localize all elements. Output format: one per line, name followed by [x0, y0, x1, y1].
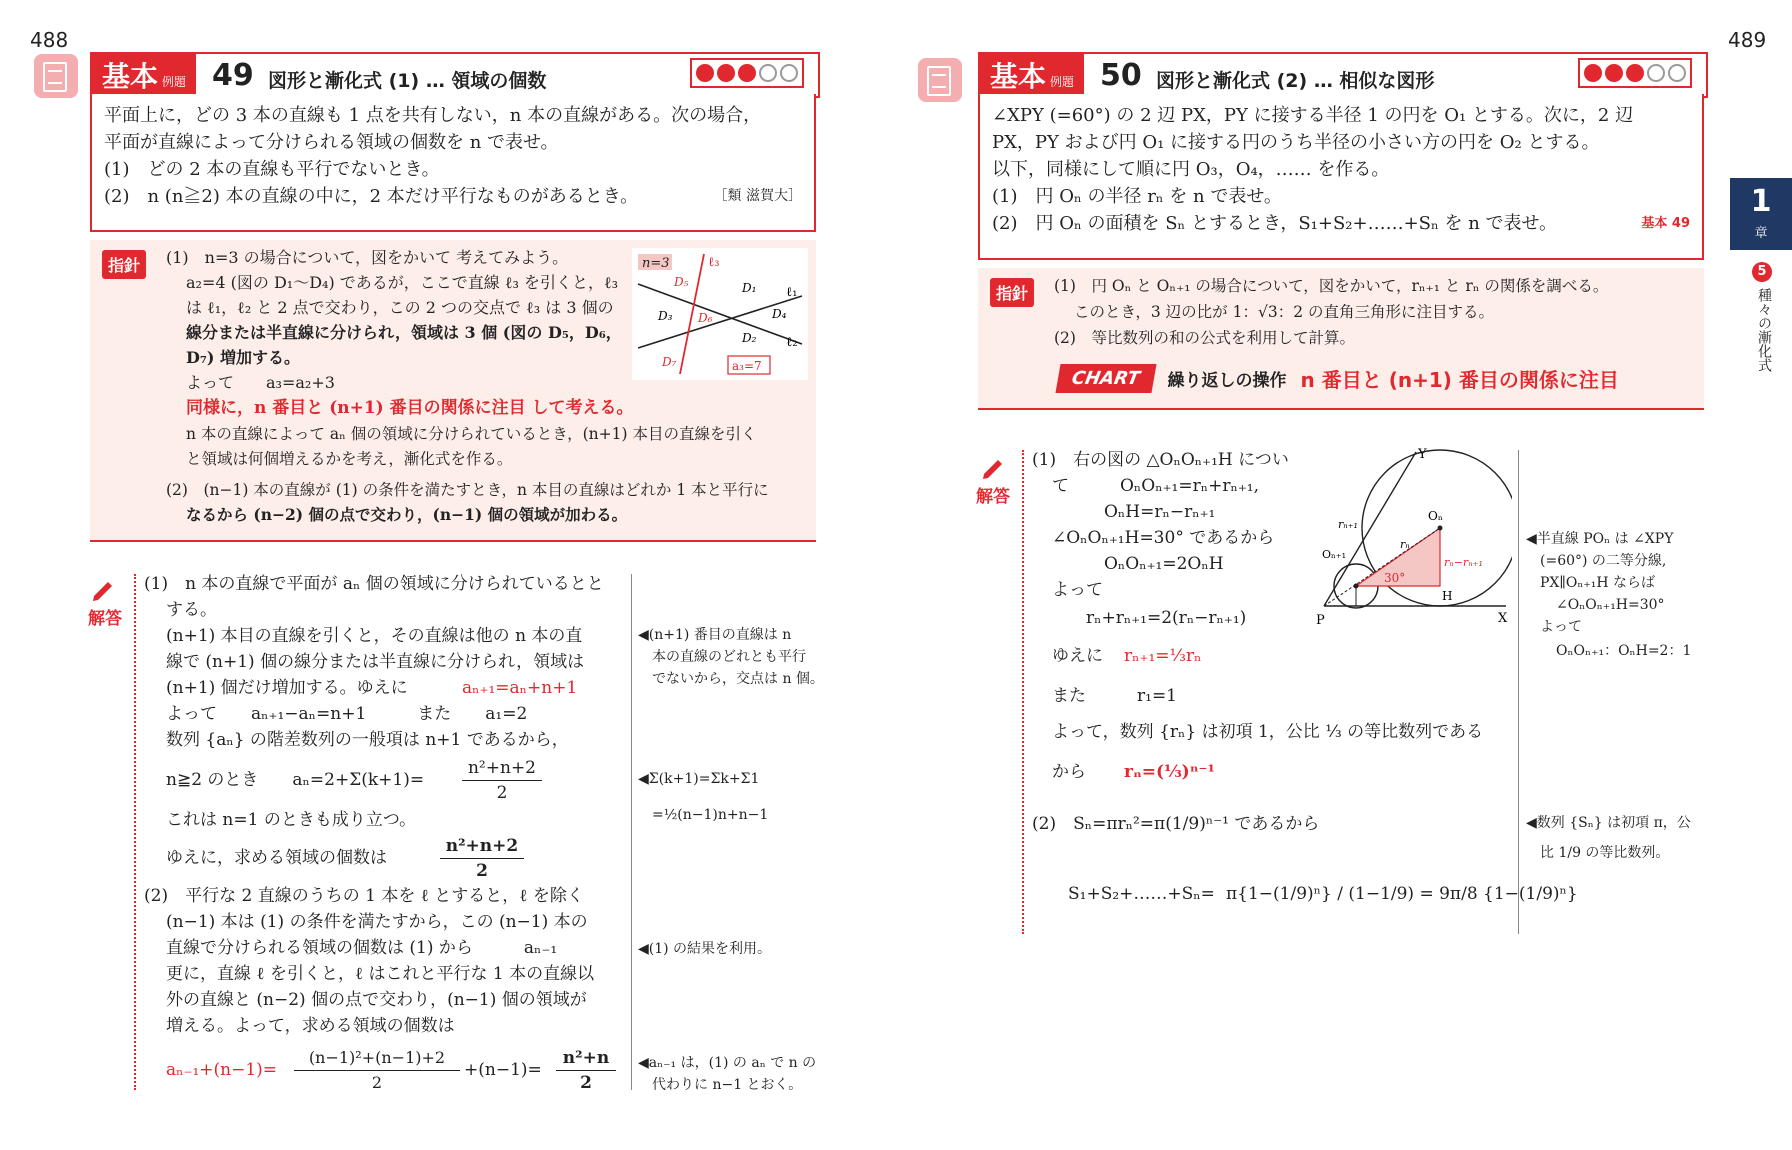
difficulty-dot [1647, 64, 1665, 82]
circles-figure [1316, 448, 1512, 624]
hint-box [978, 268, 1704, 410]
figure-result: a₃=7 [732, 359, 762, 373]
answer-line: 更に，直線 ℓ を引くと，ℓ はこれと平行な 1 本の直線以 [166, 964, 595, 984]
difficulty-dot [759, 64, 777, 82]
page-number-right: 489 [1728, 28, 1767, 52]
example-title: 図形と漸化式 (1) … 領域の個数 [268, 70, 547, 92]
chapter-number: 1 [1750, 184, 1772, 219]
side-note: =½(n−1)n+n−1 [652, 807, 769, 823]
tag-small-text: 例題 [162, 75, 187, 89]
region-D4: D₄ [772, 307, 787, 321]
answer-eq2-fraction [294, 1046, 460, 1095]
chart-text: 繰り返しの操作 [1167, 371, 1287, 391]
hint-line: 線分または半直線に分けられ，領域は 3 個 (図の D₅，D₆， [186, 323, 622, 342]
hint-label: 指針 [990, 278, 1034, 307]
fraction-num: n²+n [556, 1046, 616, 1071]
hint-line: (2) (n−1) 本の直線が (1) の条件を満たすとき，n 本目の直線はどれか 1 本と平行に [166, 481, 769, 499]
problem-line [992, 210, 1690, 237]
chart-badge: CHART [1055, 364, 1156, 393]
example-tag [980, 54, 1084, 96]
answer-line: (n+1) 本目の直線を引くと，その直線は他の n 本の直 [166, 626, 583, 646]
answer-final-fraction [440, 834, 524, 883]
chapter-tab [1730, 178, 1792, 250]
hint-line: このとき，3 辺の比が 1：√3：2 の直角三角形に注目する。 [1074, 303, 1494, 321]
fraction-num: n²+n+2 [440, 834, 524, 859]
answer-line: て OₙOₙ₊₁=rₙ+rₙ₊₁, [1052, 476, 1260, 496]
label-On: Oₙ [1428, 509, 1444, 523]
problem-line: (1) どの 2 本の直線も平行でないとき。 [104, 159, 440, 180]
label-angle: 30° [1384, 571, 1406, 585]
side-note: ◀(n+1) 番目の直線は n [638, 627, 792, 643]
side-note: ◀Σ(k+1)=Σk+Σ1 [638, 771, 760, 787]
example-title: 図形と漸化式 (2) … 相似な図形 [1156, 70, 1435, 92]
answer-line: ∠OₙOₙ₊₁H=30° であるから [1052, 528, 1275, 548]
side-note: 代わりに n−1 とおく。 [652, 1077, 803, 1093]
hint-line: と領域は何個増えるかを考え，漸化式を作る。 [186, 450, 513, 468]
answer-line: よって aₙ₊₁−aₙ=n+1 また a₁=2 [166, 704, 528, 724]
label-On1: Oₙ₊₁ [1322, 548, 1346, 561]
note-icon [34, 54, 78, 98]
example-header-50 [978, 52, 1708, 98]
problem-text: (2) 円 Oₙ の面積を Sₙ とするとき，S₁+S₂+……+Sₙ を n で表せ。 [992, 213, 1557, 234]
side-note: 比 1/9 の等比数列。 [1540, 845, 1670, 861]
answer-line: OₙOₙ₊₁=2OₙH [1104, 554, 1224, 574]
answer-eq-sum: π{1−(1/9)ⁿ} / (1−1/9) = 9π/8 {1−(1/9)ⁿ} [1226, 884, 1578, 904]
side-note: ∠OₙOₙ₊₁H=30° [1556, 597, 1665, 613]
answer-label: 解答 [976, 487, 1010, 507]
side-divider [1518, 450, 1519, 934]
answer-line: (1) 右の図の △OₙOₙ₊₁H につい [1032, 450, 1289, 470]
answer-line: 数列 {aₙ} の階差数列の一般項は n+1 であるから， [166, 730, 569, 750]
tag-text: 基本 [102, 60, 159, 93]
example-header-49 [90, 52, 820, 98]
hint-line: なるから (n−2) 個の点で交わり，(n−1) 個の領域が加わる。 [186, 505, 628, 524]
answer-line: よって [1052, 580, 1103, 600]
side-note: ◀(1) の結果を利用。 [638, 941, 772, 957]
problem-line: 以下，同様にして順に円 O₃，O₄，…… を作る。 [992, 159, 1390, 180]
region-D2: D₂ [742, 331, 757, 345]
section-badge: 5 [1752, 262, 1772, 282]
answer-line: rₙ+rₙ₊₁=2(rₙ−rₙ₊₁) [1086, 608, 1247, 628]
hint-line: a₂=4 (図の D₁～D₄) であるが，ここで直線 ℓ₃ を引くと，ℓ₃ [186, 273, 619, 292]
answer-line: 増える。よって，求める領域の個数は [166, 1016, 455, 1036]
hint-line: よって a₃=a₂+3 [186, 373, 335, 392]
fraction-den: 2 [496, 783, 508, 803]
example-number: 49 [212, 58, 254, 93]
l3-label: ℓ₃ [708, 255, 720, 270]
problem-line: 平面が直線によって分けられる領域の個数を n で表せ。 [104, 132, 559, 153]
difficulty-dot [780, 64, 798, 82]
answer-divider [1022, 450, 1024, 934]
hint-line-highlight: 同様に，n 番目と (n+1) 番目の関係に注目 して考える。 [186, 398, 634, 418]
answer-line: また r₁=1 [1052, 686, 1178, 706]
answer-line: これは n=1 のときも成り立つ。 [166, 810, 417, 830]
problem-box [978, 94, 1704, 260]
chapter-label: 章 [1754, 226, 1768, 241]
lines-figure [632, 248, 808, 380]
label-X: X [1498, 611, 1508, 624]
label-diff: rₙ−rₙ₊₁ [1444, 556, 1483, 569]
problem-line: ∠XPY (=60°) の 2 辺 PX，PY に接する半径 1 の円を O₁ とする。次に，2 辺 [992, 105, 1634, 126]
problem-source: ［類 滋賀大］ [713, 188, 802, 204]
label-rn1: rₙ₊₁ [1338, 518, 1358, 531]
hint-line: (1) n=3 の場合について，図をかいて 考えてみよう。 [166, 248, 569, 267]
label-P: P [1316, 613, 1325, 624]
label-rn: rₙ [1400, 538, 1410, 551]
side-note: PX∥Oₙ₊₁H ならば [1540, 575, 1656, 591]
difficulty-meter [690, 58, 804, 88]
answer-label: 解答 [88, 609, 122, 629]
answer-line: よって，数列 {rₙ} は初項 1，公比 ⅓ の等比数列である [1052, 722, 1484, 742]
answer-line: する。 [166, 600, 217, 620]
difficulty-dot [738, 64, 756, 82]
side-divider [631, 574, 632, 1090]
region-D1: D₁ [742, 281, 757, 295]
fraction-den: 2 [476, 861, 488, 881]
answer-fraction [462, 756, 542, 805]
problem-line: 平面上に，どの 3 本の直線も 1 点を共有しない，n 本の直線がある。次の場合， [104, 105, 762, 126]
example-tag [92, 54, 196, 96]
hint-line: (2) 等比数列の和の公式を利用して計算。 [1054, 329, 1355, 347]
problem-box [90, 94, 816, 232]
region-D3: D₃ [658, 309, 673, 323]
side-note: (=60°) の二等分線, [1540, 553, 1667, 569]
answer-eq2-left: aₙ₋₁+(n−1)= [166, 1060, 278, 1080]
answer-line: 線で (n+1) 個の線分または半直線に分けられ，領域は [166, 652, 585, 672]
hint-box [90, 240, 816, 542]
problem-line: PX，PY および円 O₁ に接する円のうち半径の小さい方の円を O₂ とする。 [992, 132, 1600, 153]
region-D6: D₆ [698, 311, 713, 325]
fraction-den: 2 [580, 1073, 592, 1093]
answer-line: ゆえに，求める領域の個数は [166, 848, 387, 868]
answer-divider [134, 574, 136, 1090]
answer-eq-recur: aₙ₊₁=aₙ+n+1 [462, 678, 578, 698]
label-H: H [1442, 589, 1453, 603]
example-number: 50 [1100, 58, 1142, 93]
label-Y: Y [1418, 448, 1427, 462]
hint-line: n 本の直線によって aₙ 個の領域に分けられているとき，(n+1) 本目の直線を引く [186, 425, 757, 443]
problem-text: (2) n (n≧2) 本の直線の中に，2 本だけ平行なものがあるとき。 [104, 186, 639, 207]
pencil-icon [978, 452, 1008, 486]
problem-ref: 基本 49 [1641, 216, 1690, 231]
section-label: 種々の漸化式 [1756, 288, 1772, 372]
answer-line: (n−1) 本は (1) の条件を満たすから，この (n−1) 本の [166, 912, 588, 932]
tag-small-text: 例題 [1050, 75, 1075, 89]
answer-eq-r-recur: rₙ₊₁=⅓rₙ [1124, 646, 1202, 666]
pencil-icon [88, 574, 118, 608]
hint-line: は ℓ₁，ℓ₂ と 2 点で交わり，この 2 つの交点で ℓ₃ は 3 個の [186, 298, 614, 317]
answer-line: 外の直線と (n−2) 個の点で交わり，(n−1) 個の領域が [166, 990, 587, 1010]
region-D5: D₅ [674, 275, 689, 289]
answer-line: (2) Sₙ=πrₙ²=π(1/9)ⁿ⁻¹ であるから [1032, 814, 1320, 834]
answer-eq2-result [556, 1046, 616, 1095]
l2-label: ℓ₂ [786, 335, 798, 350]
answer-line: から [1052, 762, 1086, 782]
answer-line: S₁+S₂+……+Sₙ= [1068, 884, 1215, 904]
hint-line: D₇) 増加する。 [186, 348, 301, 367]
answer-line: (2) 平行な 2 直線のうちの 1 本を ℓ とすると，ℓ を除く [144, 886, 584, 906]
difficulty-meter [1578, 58, 1692, 88]
hint-line: (1) 円 Oₙ と Oₙ₊₁ の場合について，図をかいて，rₙ₊₁ と rₙ の関係を調べる。 [1054, 277, 1609, 295]
answer-line: 直線で分けられる領域の個数は (1) から aₙ₋₁ [166, 938, 558, 958]
answer-line: (n+1) 個だけ増加する。ゆえに [166, 678, 408, 698]
fraction-num: (n−1)²+(n−1)+2 [294, 1046, 460, 1071]
n-label: n=3 [642, 256, 670, 271]
region-D7: D₇ [662, 355, 677, 369]
difficulty-dot [1584, 64, 1602, 82]
side-note: ◀半直線 POₙ は ∠XPY [1526, 531, 1674, 547]
problem-line [104, 183, 802, 210]
answer-eq-r-general: rₙ=(⅓)ⁿ⁻¹ [1124, 762, 1215, 782]
chart-highlight: n 番目と (n+1) 番目の関係に注目 [1300, 368, 1619, 392]
answer-line: ゆえに [1052, 646, 1103, 666]
page-number-left: 488 [30, 28, 69, 52]
side-note: でないから，交点は n 個。 [652, 671, 824, 687]
answer-line: (1) n 本の直線で平面が aₙ 個の領域に分けられているとと [144, 574, 604, 594]
difficulty-dot [1605, 64, 1623, 82]
difficulty-dot [696, 64, 714, 82]
side-note: OₙOₙ₊₁：OₙH=2：1 [1556, 643, 1692, 659]
tag-text: 基本 [990, 60, 1047, 93]
side-note: ◀aₙ₋₁ は，(1) の aₙ で n の [638, 1055, 817, 1071]
difficulty-dot [717, 64, 735, 82]
problem-line: (1) 円 Oₙ の半径 rₙ を n で表せ。 [992, 186, 1282, 207]
difficulty-dot [1626, 64, 1644, 82]
side-note: よって [1540, 619, 1582, 635]
answer-line: OₙH=rₙ−rₙ₊₁ [1104, 502, 1216, 522]
answer-line: n≧2 のとき aₙ=2+Σ(k+1)= [166, 770, 425, 790]
side-note: 本の直線のどれとも平行 [652, 649, 806, 665]
note-icon [918, 58, 962, 102]
fraction-num: n²+n+2 [462, 756, 542, 781]
hint-label: 指針 [102, 250, 146, 279]
answer-eq2-mid: +(n−1)= [464, 1060, 542, 1080]
side-note: ◀数列 {Sₙ} は初項 π，公 [1526, 815, 1691, 831]
l1-label: ℓ₁ [786, 285, 798, 300]
fraction-den: 2 [371, 1073, 383, 1092]
chart-row [1058, 364, 1619, 393]
difficulty-dot [1668, 64, 1686, 82]
